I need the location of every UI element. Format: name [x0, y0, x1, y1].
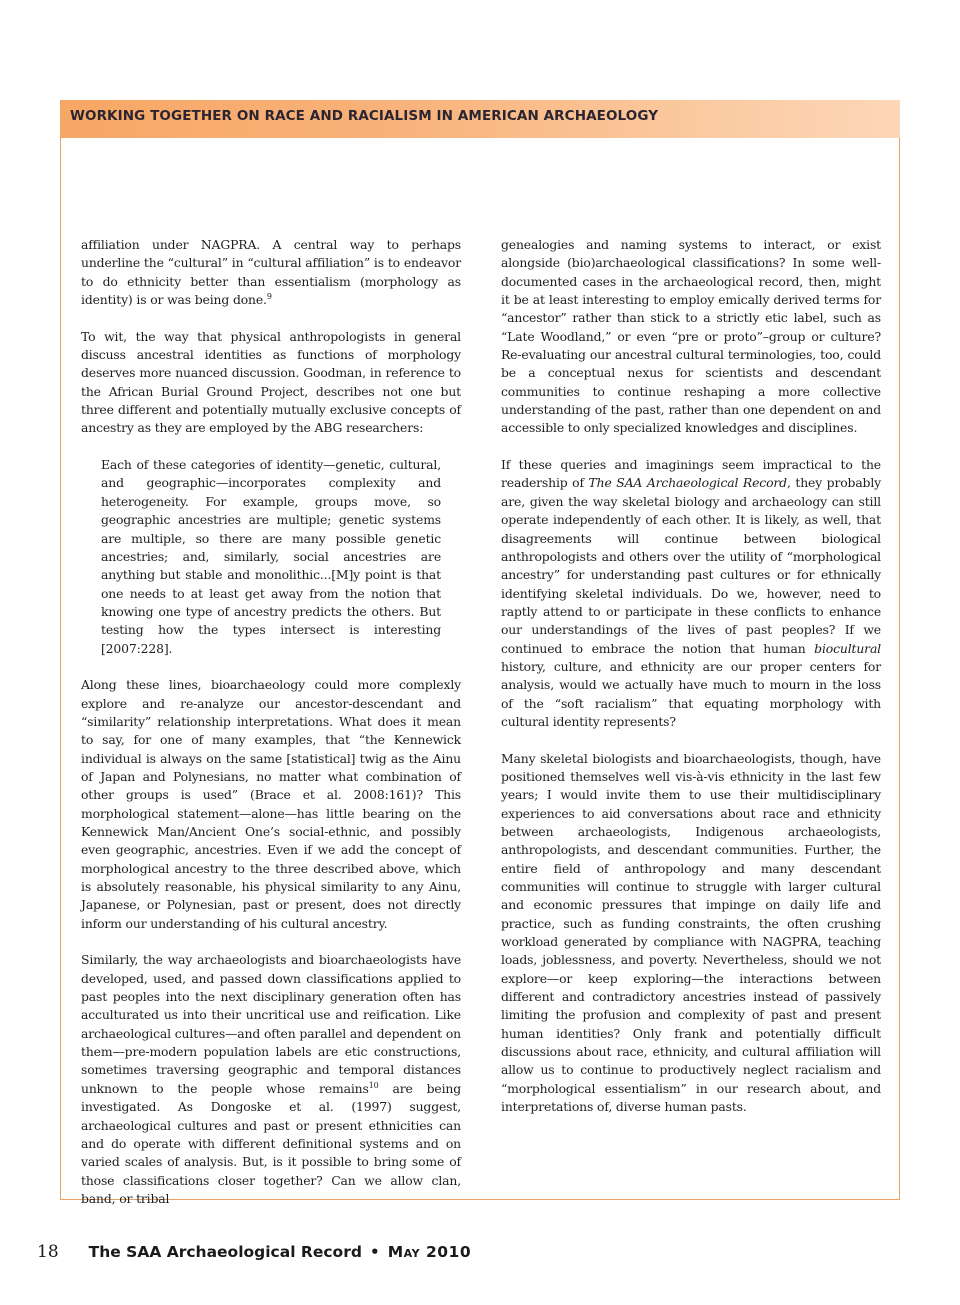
paragraph-text: affiliation under NAGPRA. A central way to perhaps underline the “cultural” in “cultural affiliation” is to endeavor to do ethnicity better than essentialism (morphology as identity) is or was being done. [81, 237, 461, 308]
section-header-title: WORKING TOGETHER ON RACE AND RACIALISM IN AMERICAN ARCHAEOLOGY [70, 108, 659, 124]
paragraph-text: history, culture, and ethnicity are our proper centers for analysis, would we actually have much to mourn in the loss of the “soft racialism” that equating morphology with cultural identity represents? [501, 658, 881, 729]
footnote-marker: 9 [266, 292, 272, 302]
journal-title-italic: The SAA Archaeological Record [588, 475, 787, 491]
paragraph [81, 951, 461, 1208]
paragraph [501, 456, 881, 731]
paragraph: genealogies and naming systems to interact, or exist alongside (bio)archaeological classifications? In some well-documented cases in the archaeological record, then, might it be at least interesting to employ emically derived terms for “ancestor” rather than stick to a strictly etic label, such as “Late Woodland,” or even “pre or proto”–group or culture? Re-evaluating our ancestral cultural terminologies, too, could be a conceptual nexus for scientists and descendant communities to continue reshaping a more collective understanding of the past, rather than one dependent on and accessible to only specialized knowledges and disciplines. [501, 237, 881, 436]
term-italic: biocultural [814, 640, 881, 656]
paragraph-text: Similarly, the way archaeologists and bioarchaeologists have developed, used, and passed down classifications applied to past peoples into the next disciplinary generation often has acculturated us into their uncritical use and reification. Like archaeological cultures—and often parallel and dependent on them—pre-modern population labels are etic constructions, sometimes traversing geographic and temporal distances unknown to the people whose remains [81, 952, 461, 1096]
footnote-marker: 10 [368, 1080, 379, 1090]
paragraph: To wit, the way that physical anthropologists in general discuss ancestral identities as functions of morphology deserves more nuanced discussion. Goodman, in reference to the African Burial Ground Project, describes not one but three different and potentially mutually exclusive concepts of ancestry as they are employed by the ABG researchers: [81, 328, 461, 436]
paragraph-text: If these queries and imaginings seem impractical to the readership of [501, 457, 881, 491]
issue-date: May 2010 [387, 1243, 472, 1261]
paragraph: Many skeletal biologists and bioarchaeologists, though, have positioned themselves well vis-à-vis ethnicity in the last few years; I would invite them to use their multidisciplinary experiences to aid conversations about race and ethnicity between archaeologists, Indigenous archaeologists, anthropologists, and descendant communities. Further, the entire field of anthropology and many descendant communities will continue to struggle with larger cultural and economic pressures that impinge on daily life and practice, such as funding constraints, the often crushing workload generated by compliance with NAGPRA, teaching loads, joblessness, and poverty. Nevertheless, should we not explore—or keep exploring—the interactions between different and contradictory ancestries instead of passively limiting the profusion and complexity of past and present human identities? Only frank and potentially difficult discussions about race, ethnicity, and cultural affiliation will allow us to continue to productively neglect racialism and “morphological essentialism” in our research about, and interpretations of, diverse human pasts. [501, 750, 881, 1115]
left-column [81, 236, 461, 1208]
journal-name: The SAA Archaeological Record [88, 1243, 362, 1261]
page-number: 18 [37, 1242, 59, 1262]
right-column [501, 236, 881, 1117]
paragraph-text: , they probably are, given the way skeletal biology and archaeology can still operate independently of each other. It is likely, as well, that disagreements will continue between biological anthropologists and others over the utility of “morphological ancestry” for understanding past cultures or for ethnically identifying skeletal individuals. Do we, however, need to raptly attend to or participate in these conflicts to enhance our understandings of the lives of past peoples? If we continued to embrace the notion that human [501, 475, 881, 656]
paragraph-text: are being investigated. As Dongoske et al. (1997) suggest, archaeological cultures and past or present ethnicities can and do operate with different definitional systems and on varied scales of analysis. But, is it possible to bring some of those classifications closer together? Can we allow clan, band, or tribal [81, 1080, 461, 1206]
block-quote: Each of these categories of identity—genetic, cultural, and geographic—incorporates complexity and heterogeneity. For example, groups move, so geographic ancestries are multiple; genetic systems are multiple, so there are many possible genetic ancestries; and, similarly, social ancestries are anything but stable and monolithic...[M]y point is that one needs to at least get away from the notion that knowing one type of ancestry predicts the others. But testing how the types intersect is interesting [2007:228]. [101, 457, 441, 656]
paragraph [81, 236, 461, 309]
bullet-separator: • [370, 1243, 380, 1261]
paragraph: Along these lines, bioarchaeology could more complexly explore and re-analyze our ancestor-descendant and “similarity” relationship interpretations. What does it mean to say, for one of many examples, that “the Kennewick individual is always on the same [statistical] twig as the Ainu of Japan and Polynesians, no matter what combination of other groups is used” (Brace et al. 2008:161)? This morphological statement—alone—has little bearing on the Kennewick Man/Ancient One’s social-ethnic, and possibly even geographic, ancestries. Even if we add the concept of morphological ancestry to the three described above, which is absolutely reasonable, his physical similarity to any Ainu, Japanese, or Polynesian, past or present, does not directly inform our understanding of his cultural ancestry. [81, 677, 461, 931]
page-footer [37, 1242, 471, 1262]
